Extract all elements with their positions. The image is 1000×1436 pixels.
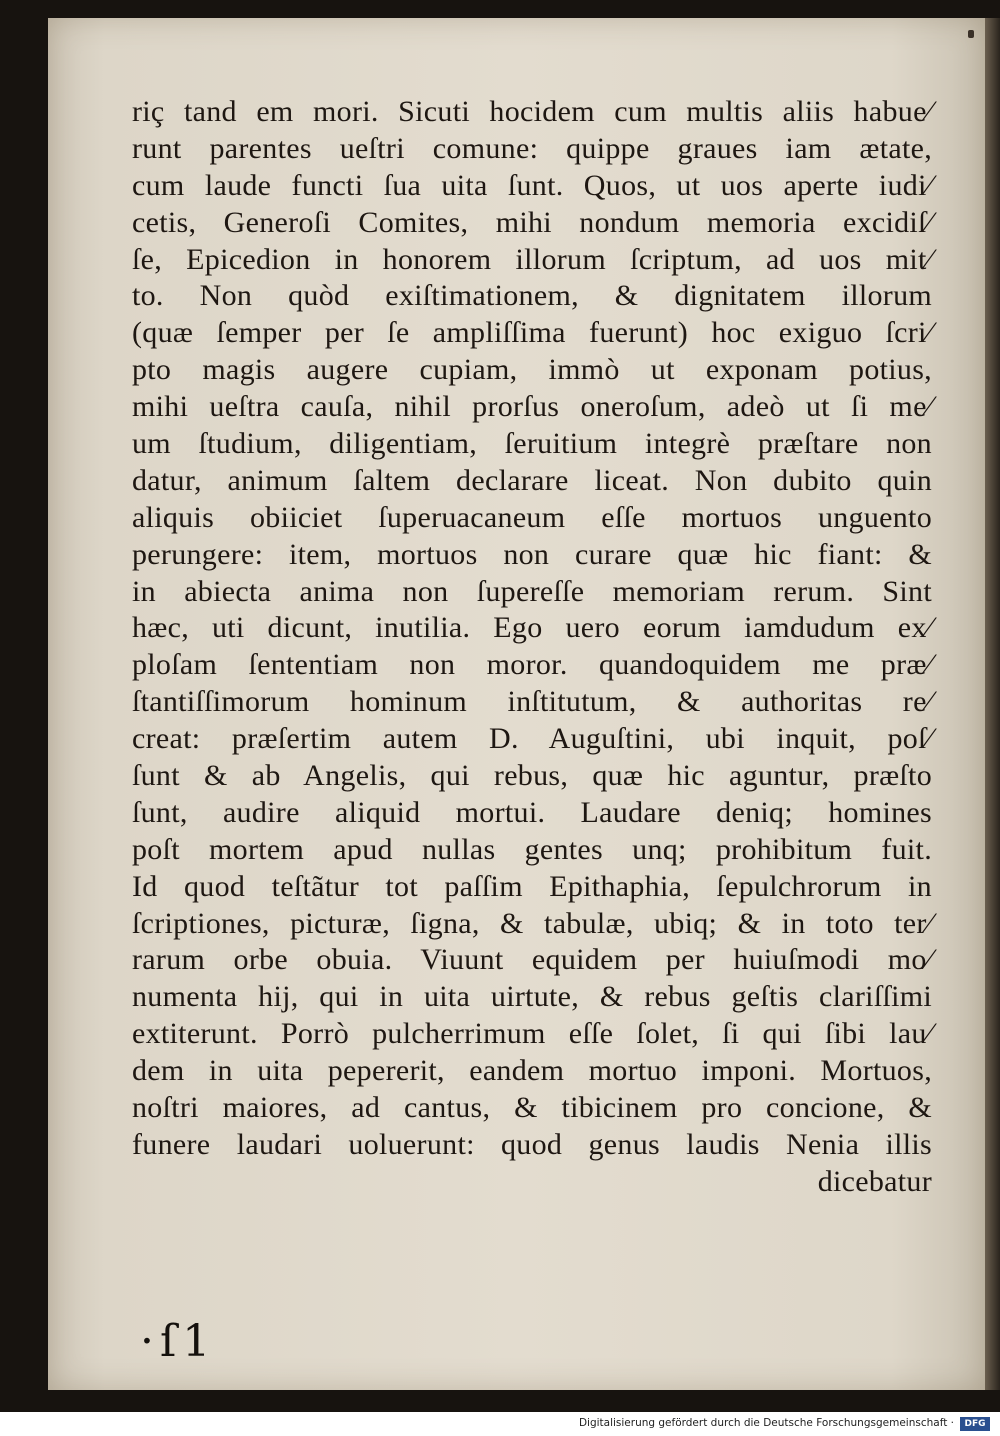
- footer-bar: [0, 1412, 1000, 1436]
- text-line: ſunt & ab Angelis, qui rebus, quæ hic aguntur, præſto: [132, 759, 932, 793]
- page-text: [132, 94, 932, 1201]
- text-line: aliquis obiiciet ſuperuacaneum eſſe mortuos unguento: [132, 500, 932, 534]
- text-line: cetis, Generoſi Comites, mihi nondum memoria excidiſ⁄: [132, 205, 932, 239]
- text-line: mihi ueſtra cauſa, nihil prorſus oneroſum, adeò ut ſi me⁄: [132, 390, 932, 424]
- text-line: ſe, Epicedion in honorem illorum ſcriptum, ad uos mit⁄: [132, 242, 932, 276]
- text-line: numenta hij, qui in uita uirtute, & rebus geſtis clariſſimi: [132, 980, 932, 1014]
- text-line: dem in uita pepererit, eandem mortuo imponi. Mortuos,: [132, 1054, 932, 1088]
- dfg-logo-icon: DFG: [960, 1417, 990, 1431]
- text-line: rarum orbe obuia. Viuunt equidem per huiuſmodi mo⁄: [132, 943, 932, 977]
- text-line: cum laude functi ſua uita ſunt. Quos, ut uos aperte iudi⁄: [132, 168, 932, 202]
- handwritten-mark: ·ſ1: [140, 1316, 217, 1367]
- text-line: hæc, uti dicunt, inutilia. Ego uero eorum iamdudum ex⁄: [132, 611, 932, 645]
- text-line: riç tand em mori. Sicuti hocidem cum multis aliis habue⁄: [132, 95, 932, 128]
- corner-mark: [968, 30, 974, 38]
- text-line: ſtantiſſimorum hominum inſtitutum, & authoritas re⁄: [132, 685, 932, 719]
- text-line: poſt mortem apud nullas gentes unq; prohibitum fuit.: [132, 832, 932, 866]
- page-edge: [985, 18, 1000, 1390]
- text-line: to. Non quòd exiſtimationem, & dignitatem illorum: [132, 279, 932, 313]
- footer-credit: Digitalisierung gefördert durch die Deutsche Forschungsgemeinschaft ·: [578, 1417, 954, 1429]
- text-line: ſcriptiones, picturæ, ſigna, & tabulæ, ubiq; & in toto ter⁄: [132, 906, 932, 940]
- text-line: funere laudari uoluerunt: quod genus laudis Nenia illis: [132, 1127, 932, 1161]
- text-line: perungere: item, mortuos non curare quæ hic fiant: &: [132, 537, 932, 571]
- text-line: um ſtudium, diligentiam, ſeruitium integrè præſtare non: [132, 427, 932, 461]
- text-line: in abiecta anima non ſupereſſe memoriam rerum. Sint: [132, 574, 932, 608]
- text-line: noſtri maiores, ad cantus, & tibicinem pro concione, &: [132, 1091, 932, 1125]
- text-line: ſunt, audire aliquid mortui. Laudare deniq; homines: [132, 795, 932, 829]
- text-line: runt parentes ueſtri comune: quippe graues iam ætate,: [132, 131, 932, 165]
- text-line: creat: præſertim autem D. Auguſtini, ubi inquit, poſ⁄: [132, 722, 932, 756]
- text-line: pto magis augere cupiam, immò ut exponam potius,: [132, 353, 932, 387]
- text-line: (quæ ſemper per ſe ampliſſima fuerunt) hoc exiguo ſcri⁄: [132, 316, 932, 350]
- text-line: Id quod teſtãtur tot paſſim Epithaphia, ſepulchrorum in: [132, 869, 932, 903]
- text-line: extiterunt. Porrò pulcherrimum eſſe ſolet, ſi qui ſibi lau⁄: [132, 1017, 932, 1051]
- text-line: ploſam ſententiam non moror. quandoquidem me præ⁄: [132, 648, 932, 682]
- text-line: datur, animum ſaltem declarare liceat. Non dubito quin: [132, 463, 932, 497]
- catchword: dicebatur: [817, 1164, 932, 1198]
